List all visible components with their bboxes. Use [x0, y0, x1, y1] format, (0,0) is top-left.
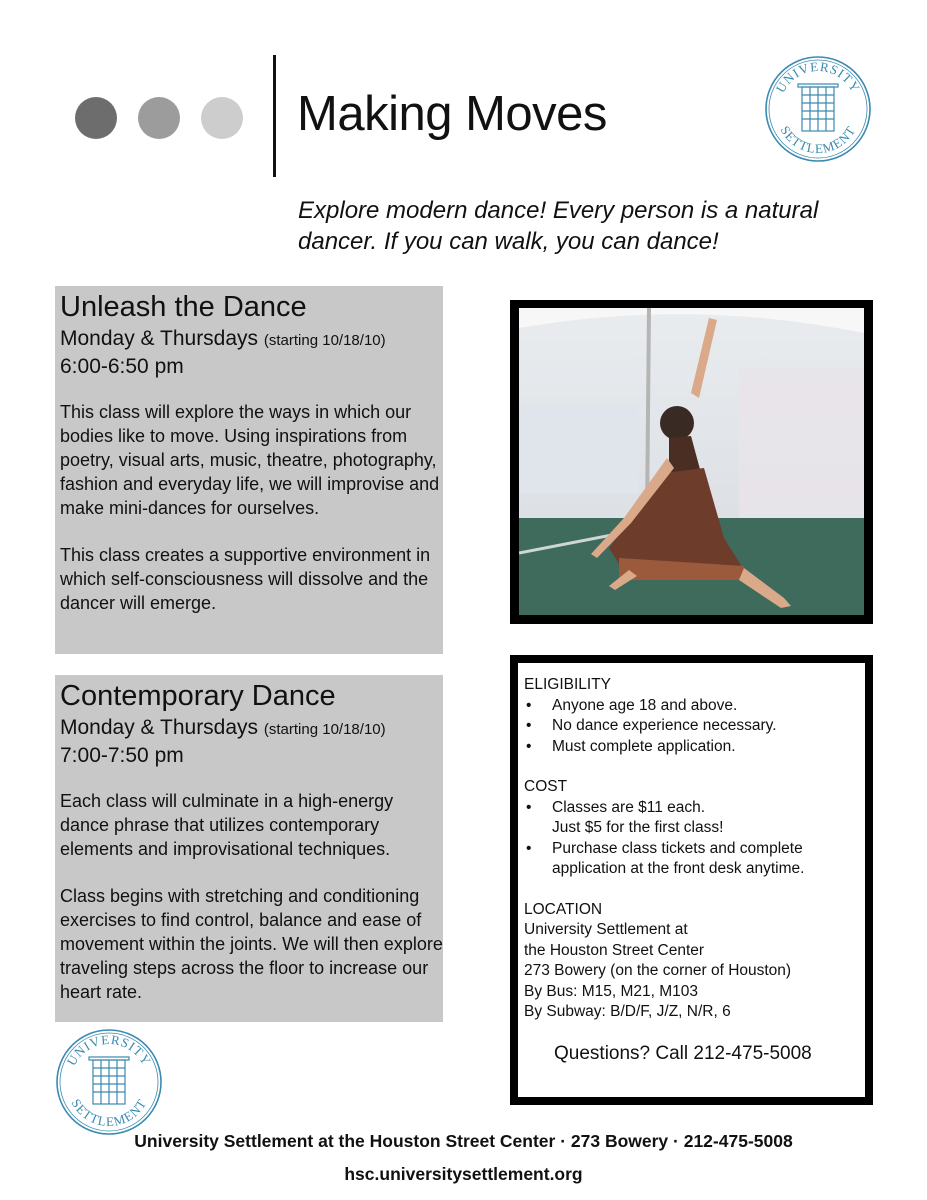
- class-title: Contemporary Dance: [60, 680, 336, 712]
- logo-bottom-text: SETTLEMENT: [68, 1096, 150, 1130]
- eligibility-section: [524, 675, 865, 757]
- dancer-photo: [519, 308, 864, 615]
- logo-top-text: UNIVERSITY: [63, 1031, 155, 1069]
- cost-section: [524, 777, 865, 880]
- class-start-date: (starting 10/18/10): [263, 721, 386, 738]
- class-schedule: [60, 326, 443, 354]
- class-description: This class will explore the ways in which our bodies like to move. Using inspirations from poetry, visual arts, music, theatre, photography, fashion and everyday life, we will improvise and make mini-dances for ourselves.: [60, 402, 440, 518]
- decorative-dot-medium: [138, 97, 180, 139]
- class-description: This class creates a supportive environment in which self-consciousness will dissolve and the dancer will emerge.: [60, 545, 431, 613]
- class-description: Each class will culminate in a high-energy dance phrase that utilizes contemporary elements and improvisational techniques.: [60, 791, 394, 859]
- class-description: Class begins with stretching and conditioning exercises to find control, balance and ease of movement within the joints. We will then explore traveling steps across the floor to increase our heart rate.: [60, 886, 443, 1002]
- dancer-photo-frame: [510, 300, 873, 624]
- contact-question: Questions? Call 212-475-5008: [554, 1042, 812, 1064]
- seal-icon: [55, 1028, 163, 1136]
- footer-address: University Settlement at the Houston Street Center · 273 Bowery · 212-475-5008: [134, 1131, 793, 1151]
- cost-heading: COST: [524, 778, 568, 795]
- university-settlement-logo-top: [764, 55, 872, 163]
- list-item: • Purchase class tickets and complete application at the front desk anytime.: [524, 839, 865, 880]
- list-item: • Must complete application.: [524, 737, 865, 758]
- info-box: [510, 655, 873, 1105]
- eligibility-heading: ELIGIBILITY: [524, 676, 612, 693]
- location-line: the Houston Street Center: [524, 941, 705, 959]
- footer-website[interactable]: hsc.universitysettlement.org: [344, 1164, 583, 1184]
- seal-icon: [764, 55, 872, 163]
- tagline: Explore modern dance! Every person is a natural dancer. If you can walk, you can dance!: [298, 197, 819, 255]
- logo-bottom-text: SETTLEMENT: [777, 123, 859, 157]
- class-title: Unleash the Dance: [60, 291, 307, 323]
- location-line: By Bus: M15, M21, M103: [524, 982, 699, 1000]
- header-divider: [273, 55, 276, 177]
- location-heading: LOCATION: [524, 900, 603, 918]
- class-start-date: (starting 10/18/10): [263, 332, 386, 349]
- class-schedule: [60, 715, 443, 743]
- location-line: By Subway: B/D/F, J/Z, N/R, 6: [524, 1003, 731, 1020]
- class-panel-unleash: [55, 286, 443, 654]
- location-section: [524, 900, 865, 1023]
- class-time: 6:00-6:50 pm: [60, 355, 184, 378]
- logo-top-text: UNIVERSITY: [772, 58, 864, 96]
- class-days: Monday & Thursdays: [60, 716, 259, 739]
- class-panel-contemporary: [55, 675, 443, 1022]
- university-settlement-logo-bottom: [55, 1028, 163, 1136]
- location-line: University Settlement at: [524, 921, 688, 938]
- decorative-dot-light: [201, 97, 243, 139]
- list-item: [524, 798, 865, 839]
- list-item: • Anyone age 18 and above.: [524, 696, 865, 717]
- class-days: Monday & Thursdays: [60, 327, 259, 350]
- cost-first-class-offer: Just $5 for the first class!: [552, 819, 724, 836]
- decorative-dot-dark: [75, 97, 117, 139]
- class-time: 7:00-7:50 pm: [60, 744, 184, 767]
- page-title: Making Moves: [297, 87, 607, 141]
- cost-price: Classes are $11 each.: [552, 798, 706, 816]
- list-item: • No dance experience necessary.: [524, 716, 865, 737]
- location-line: 273 Bowery (on the corner of Houston): [524, 962, 792, 979]
